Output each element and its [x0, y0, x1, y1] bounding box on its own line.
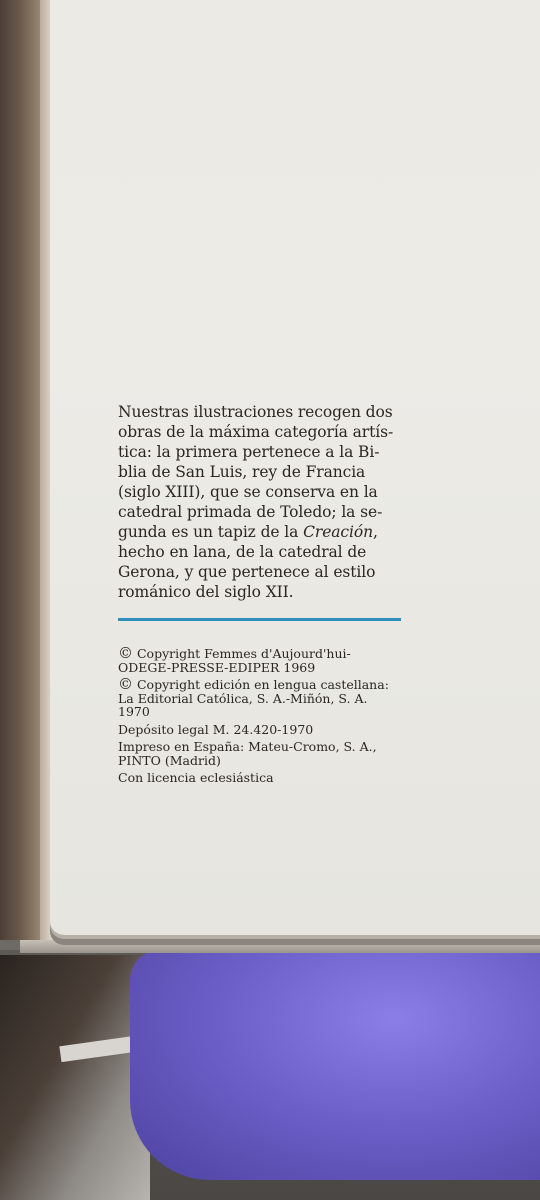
para-line: románico del siglo XII. — [118, 583, 294, 601]
license-text: Con licencia eclesiástica — [118, 770, 274, 785]
copyright-icon: © — [118, 644, 133, 662]
ecclesiastical-license — [118, 771, 410, 785]
creacion-title: Creación — [303, 523, 373, 541]
colophon-text — [118, 402, 410, 789]
para-line: blia de San Luis, rey de Francia — [118, 463, 366, 481]
blue-divider — [118, 618, 401, 621]
book-cover-edge — [20, 935, 540, 953]
purple-cloth — [130, 950, 540, 1180]
copyright-line: 1970 — [118, 704, 150, 719]
printer-line: PINTO (Madrid) — [118, 752, 221, 768]
printer-info — [118, 740, 410, 767]
deposito-legal — [118, 723, 410, 737]
copyright-line: Copyright edición en lengua castellana: — [136, 677, 389, 692]
printer-line: Impreso en España: Mateu-Cromo, S. A., — [118, 739, 377, 754]
copyright-line: La Editorial Católica, S. A.-Miñón, S. A. — [118, 690, 368, 706]
copyright-line: ODEGE-PRESSE-EDIPER 1969 — [118, 659, 316, 675]
para-line: obras de la máxima categoría artís- — [118, 423, 394, 441]
para-line: tica: la primera pertenece a la Bi- — [118, 443, 380, 461]
para-line: (siglo XIII), que se conserva en la — [118, 483, 378, 501]
para-line: Nuestras ilustraciones recogen dos — [118, 403, 393, 421]
para-line: Gerona, y que pertenece al estilo — [118, 563, 376, 581]
para-line: , — [372, 523, 378, 541]
copyright-icon: © — [118, 675, 133, 693]
para-line: catedral primada de Toledo; la se- — [118, 503, 383, 521]
copyright-spanish — [118, 675, 410, 719]
copyright-line: Copyright Femmes d'Aujourd'hui- — [136, 646, 351, 661]
para-line: hecho en lana, de la catedral de — [118, 543, 367, 561]
illustration-note — [118, 402, 410, 602]
para-line: gunda es un tapiz de la — [118, 523, 304, 541]
credits-block — [118, 644, 410, 785]
copyright-original — [118, 644, 410, 675]
dark-box — [0, 955, 150, 1200]
deposito-text: Depósito legal M. 24.420-1970 — [118, 721, 314, 737]
